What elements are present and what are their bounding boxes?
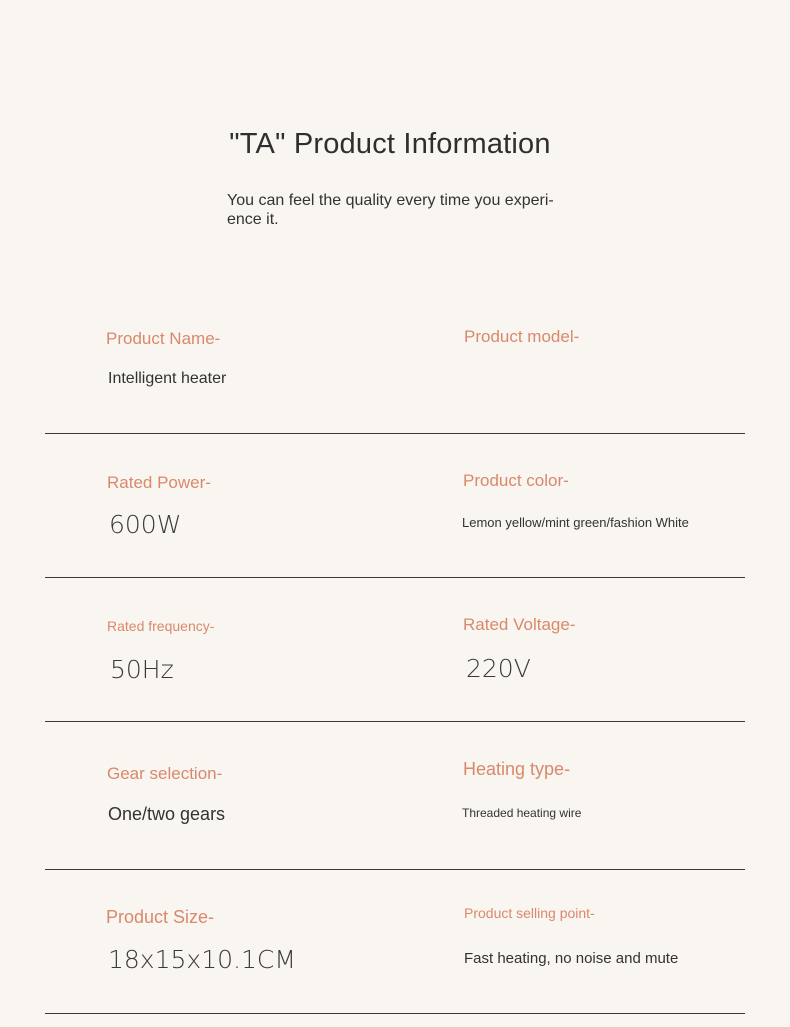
product-name-value: Intelligent heater	[108, 370, 227, 387]
rated-voltage-value: 220V	[466, 654, 531, 683]
page-subtitle	[227, 191, 567, 229]
heating-type-value: Threaded heating wire	[462, 806, 582, 820]
row-divider-1	[45, 433, 745, 434]
product-name-label: Product Name-	[106, 329, 221, 348]
subtitle-line-1: You can feel the quality every time you experi-	[227, 192, 554, 209]
product-model-label: Product model-	[464, 327, 580, 346]
product-selling-point-label: Product selling point-	[464, 905, 595, 921]
heating-type-label: Heating type-	[463, 759, 571, 779]
row-divider-4	[45, 869, 745, 870]
rated-frequency-label: Rated frequency-	[107, 618, 215, 634]
rated-power-label: Rated Power-	[107, 473, 211, 492]
product-size-label: Product Size-	[106, 907, 215, 927]
rated-power-value: 600W	[109, 510, 182, 539]
rated-voltage-label: Rated Voltage-	[463, 615, 576, 634]
gear-selection-label: Gear selection-	[107, 764, 223, 783]
gear-selection-value: One/two gears	[108, 804, 226, 824]
rated-frequency-value: 50Hz	[110, 655, 174, 684]
product-size-value: 18x15x10.1CM	[108, 945, 296, 974]
product-color-label: Product color-	[463, 471, 569, 490]
page-title: "TA" Product Information	[229, 128, 551, 160]
product-color-value: Lemon yellow/mint green/fashion White	[462, 515, 689, 530]
subtitle-line-2: ence it.	[227, 211, 279, 228]
row-divider-3	[45, 721, 745, 722]
product-selling-point-value: Fast heating, no noise and mute	[464, 950, 679, 967]
row-divider-5	[45, 1013, 745, 1014]
row-divider-2	[45, 577, 745, 578]
